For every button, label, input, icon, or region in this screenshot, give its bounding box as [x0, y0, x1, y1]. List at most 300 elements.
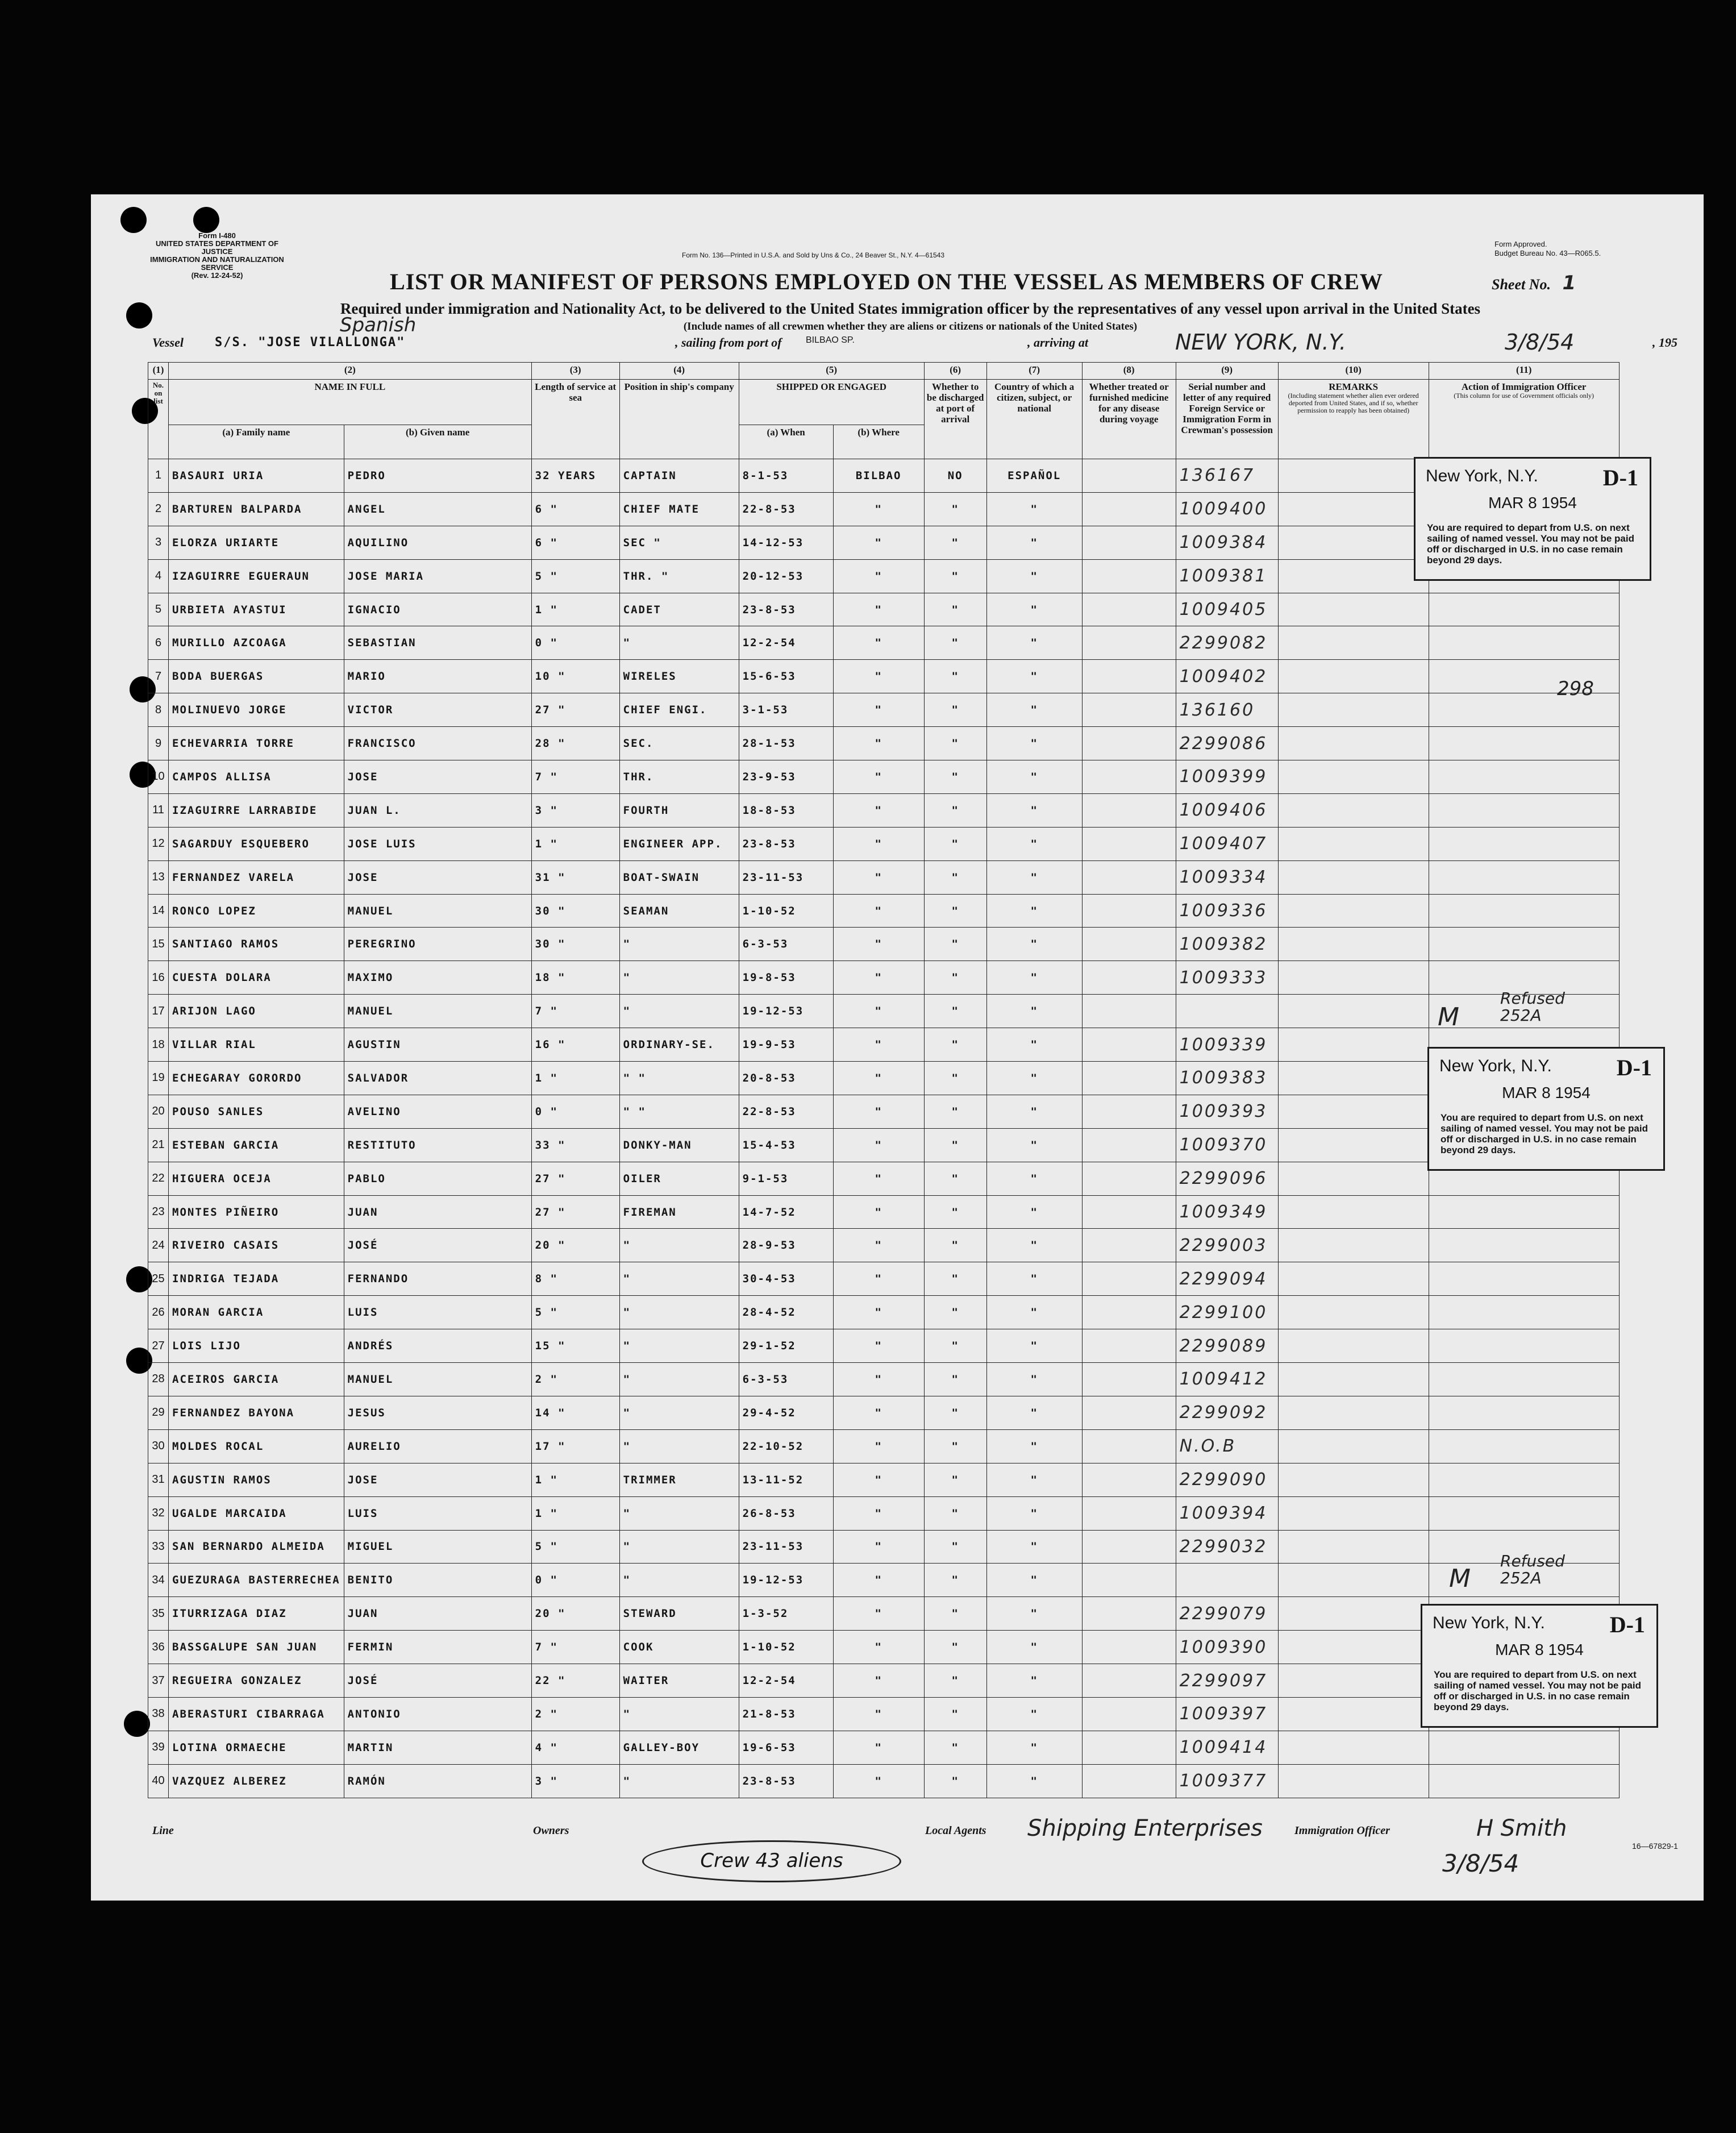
- discharge-cell: ": [924, 1530, 986, 1564]
- shipped-when-cell: 1-10-52: [739, 894, 833, 928]
- table-row: [148, 1463, 1620, 1496]
- discharge-cell: ": [924, 1195, 986, 1229]
- stamp-note: You are required to depart from U.S. on next sailing of named vessel. You may not be paid off or discharged in U.S. in no case remain beyond 29 days.: [1441, 1112, 1648, 1155]
- family-name-cell: ITURRIZAGA DIAZ: [169, 1597, 344, 1631]
- shipped-where-cell: ": [833, 1697, 924, 1731]
- position-cell: STEWARD: [619, 1597, 739, 1631]
- table-row: [148, 1329, 1620, 1363]
- given-name-cell: MANUEL: [344, 894, 531, 928]
- punch-hole: [124, 1711, 150, 1737]
- remarks-cell: [1278, 1496, 1429, 1530]
- given-name-cell: JOSE LUIS: [344, 827, 531, 860]
- row-number-cell: 12: [148, 827, 169, 860]
- family-name-cell: BARTUREN BALPARDA: [169, 492, 344, 526]
- serial-number-cell: 1009370: [1176, 1128, 1278, 1162]
- remarks-cell: [1278, 1731, 1429, 1764]
- table-row: [148, 1429, 1620, 1463]
- service-length-cell: 0 ": [531, 1564, 619, 1597]
- document-note: (Include names of all crewmen whether they are aliens or citizens or nationals of the United States): [683, 321, 1138, 332]
- remarks-cell: [1278, 1329, 1429, 1363]
- table-row: [148, 793, 1620, 827]
- shipped-where-cell: ": [833, 1363, 924, 1396]
- given-name-cell: AQUILINO: [344, 526, 531, 559]
- action-cell: [1429, 1731, 1619, 1764]
- position-cell: FIREMAN: [619, 1195, 739, 1229]
- row-number-cell: 40: [148, 1764, 169, 1798]
- shipped-when-cell: 28-1-53: [739, 727, 833, 760]
- country-cell: ": [986, 1429, 1082, 1463]
- position-cell: ": [619, 1697, 739, 1731]
- table-row: [148, 1731, 1620, 1764]
- country-cell: ": [986, 860, 1082, 894]
- budget-bureau-number: Budget Bureau No. 43—R065.5.: [1494, 249, 1601, 257]
- table-row: [148, 1162, 1620, 1195]
- country-cell: ": [986, 559, 1082, 593]
- col-num-3: (3): [531, 363, 619, 380]
- country-cell: ": [986, 827, 1082, 860]
- revision-date: (Rev. 12-24-52): [191, 271, 243, 280]
- remarks-cell: [1278, 793, 1429, 827]
- position-cell: ENGINEER APP.: [619, 827, 739, 860]
- position-cell: ORDINARY-SE.: [619, 1028, 739, 1062]
- given-name-cell: IGNACIO: [344, 593, 531, 626]
- service-length-cell: 4 ": [531, 1731, 619, 1764]
- header-serial: Serial number and letter of any required Foreign Service or Immigration Form in Crewman's possession: [1176, 380, 1278, 459]
- immigration-stamp: [1414, 457, 1651, 581]
- discharge-cell: ": [924, 961, 986, 995]
- shipped-where-cell: ": [833, 1463, 924, 1496]
- treated-cell: [1082, 727, 1176, 760]
- treated-cell: [1082, 1564, 1176, 1597]
- family-name-cell: SAN BERNARDO ALMEIDA: [169, 1530, 344, 1564]
- country-cell: ": [986, 1229, 1082, 1262]
- family-name-cell: ECHEVARRIA TORRE: [169, 727, 344, 760]
- row-number-cell: 11: [148, 793, 169, 827]
- family-name-cell: VAZQUEZ ALBEREZ: [169, 1764, 344, 1798]
- serial-number-cell: 1009377: [1176, 1764, 1278, 1798]
- serial-number-cell: 2299003: [1176, 1229, 1278, 1262]
- service-length-cell: 5 ": [531, 559, 619, 593]
- family-name-cell: MORAN GARCIA: [169, 1296, 344, 1329]
- treated-cell: [1082, 1195, 1176, 1229]
- remarks-cell: [1278, 492, 1429, 526]
- shipped-where-cell: ": [833, 1731, 924, 1764]
- serial-number-cell: 1009334: [1176, 860, 1278, 894]
- remarks-cell: [1278, 660, 1429, 693]
- position-cell: SEC.: [619, 727, 739, 760]
- stamp-code: D-1: [1616, 1055, 1652, 1080]
- vessel-name: S/S. "JOSE VILALLONGA": [215, 335, 406, 350]
- arriving-label: , arriving at: [1027, 335, 1088, 350]
- vessel-flag-note: Spanish: [340, 314, 417, 336]
- service-length-cell: 2 ": [531, 1363, 619, 1396]
- discharge-cell: ": [924, 995, 986, 1028]
- table-row: [148, 1496, 1620, 1530]
- position-cell: ": [619, 1764, 739, 1798]
- serial-number-cell: [1176, 1564, 1278, 1597]
- table-row: [148, 1195, 1620, 1229]
- crew-table: [148, 362, 1620, 1798]
- discharge-cell: ": [924, 827, 986, 860]
- col-num-2: (2): [169, 363, 532, 380]
- country-cell: ": [986, 1296, 1082, 1329]
- country-cell: ": [986, 1262, 1082, 1296]
- remarks-cell: [1278, 1128, 1429, 1162]
- header-given-name: (b) Given name: [344, 425, 531, 459]
- table-row: [148, 492, 1620, 526]
- table-row: [148, 727, 1620, 760]
- crew-rows: [148, 459, 1620, 1798]
- treated-cell: [1082, 1631, 1176, 1664]
- family-name-cell: ELORZA URIARTE: [169, 526, 344, 559]
- discharge-cell: ": [924, 526, 986, 559]
- shipped-when-cell: 13-11-52: [739, 1463, 833, 1496]
- serial-number-cell: 2299092: [1176, 1396, 1278, 1429]
- given-name-cell: JOSE: [344, 760, 531, 794]
- remarks-cell: [1278, 1028, 1429, 1062]
- row-number-cell: 31: [148, 1463, 169, 1496]
- shipped-when-cell: 14-7-52: [739, 1195, 833, 1229]
- row-number-cell: 18: [148, 1028, 169, 1062]
- shipped-where-cell: ": [833, 727, 924, 760]
- family-name-cell: IZAGUIRRE EGUERAUN: [169, 559, 344, 593]
- action-cell: [1429, 827, 1619, 860]
- table-row: [148, 995, 1620, 1028]
- family-name-cell: ABERASTURI CIBARRAGA: [169, 1697, 344, 1731]
- discharge-cell: ": [924, 1564, 986, 1597]
- table-row: [148, 1363, 1620, 1396]
- serial-number-cell: 1009399: [1176, 760, 1278, 794]
- shipped-when-cell: 29-1-52: [739, 1329, 833, 1363]
- shipped-when-cell: 29-4-52: [739, 1396, 833, 1429]
- discharge-cell: ": [924, 1496, 986, 1530]
- row-number-cell: 5: [148, 593, 169, 626]
- given-name-cell: PEREGRINO: [344, 928, 531, 961]
- row-number-cell: 32: [148, 1496, 169, 1530]
- discharge-cell: ": [924, 593, 986, 626]
- stamp-city: New York, N.Y.: [1433, 1614, 1545, 1632]
- row-number-cell: 14: [148, 894, 169, 928]
- action-cell: [1429, 727, 1619, 760]
- remarks-cell: [1278, 1764, 1429, 1798]
- serial-number-cell: 1009397: [1176, 1697, 1278, 1731]
- treated-cell: [1082, 593, 1176, 626]
- form-approved: Form Approved.: [1494, 240, 1547, 248]
- country-cell: ": [986, 1631, 1082, 1664]
- given-name-cell: SALVADOR: [344, 1062, 531, 1095]
- service-length-cell: 10 ": [531, 660, 619, 693]
- header-country: Country of which a citizen, subject, or national: [986, 380, 1082, 459]
- document-title: LIST OR MANIFEST OF PERSONS EMPLOYED ON THE VESSEL AS MEMBERS OF CREW: [390, 269, 1383, 294]
- shipped-where-cell: ": [833, 1564, 924, 1597]
- row-number-cell: 27: [148, 1329, 169, 1363]
- discharge-cell: ": [924, 1329, 986, 1363]
- shipped-where-cell: ": [833, 1396, 924, 1429]
- country-cell: ": [986, 1496, 1082, 1530]
- family-name-cell: FERNANDEZ VARELA: [169, 860, 344, 894]
- serial-number-cell: 2299097: [1176, 1664, 1278, 1698]
- row-number-cell: 30: [148, 1429, 169, 1463]
- shipped-when-cell: 23-11-53: [739, 860, 833, 894]
- shipped-when-cell: 22-8-53: [739, 1095, 833, 1128]
- treated-cell: [1082, 1128, 1176, 1162]
- discharge-cell: ": [924, 1062, 986, 1095]
- remarks-cell: [1278, 593, 1429, 626]
- header-when: (a) When: [739, 425, 833, 459]
- form-number: Form I-480: [198, 231, 236, 240]
- family-name-cell: INDRIGA TEJADA: [169, 1262, 344, 1296]
- service-length-cell: 2 ": [531, 1697, 619, 1731]
- remarks-cell: [1278, 1262, 1429, 1296]
- officer-label: Immigration Officer: [1294, 1824, 1390, 1837]
- service-length-cell: 1 ": [531, 1463, 619, 1496]
- serial-number-cell: 136167: [1176, 459, 1278, 493]
- remarks-cell: [1278, 1463, 1429, 1496]
- action-cell: [1429, 1229, 1619, 1262]
- family-name-cell: BODA BUERGAS: [169, 660, 344, 693]
- shipped-where-cell: ": [833, 693, 924, 727]
- service-length-cell: 3 ": [531, 793, 619, 827]
- shipped-where-cell: ": [833, 928, 924, 961]
- action-cell: [1429, 1463, 1619, 1496]
- remarks-cell: [1278, 1095, 1429, 1128]
- action-cell: [1429, 894, 1619, 928]
- shipped-when-cell: 26-8-53: [739, 1496, 833, 1530]
- given-name-cell: RAMÓN: [344, 1764, 531, 1798]
- row-number-cell: 26: [148, 1296, 169, 1329]
- punch-hole: [120, 207, 147, 233]
- country-cell: ": [986, 961, 1082, 995]
- discharge-cell: ": [924, 793, 986, 827]
- table-row: [148, 660, 1620, 693]
- shipped-when-cell: 22-8-53: [739, 492, 833, 526]
- serial-number-cell: 1009405: [1176, 593, 1278, 626]
- action-cell: [1429, 860, 1619, 894]
- treated-cell: [1082, 1396, 1176, 1429]
- treated-cell: [1082, 1028, 1176, 1062]
- header-shipped: SHIPPED OR ENGAGED: [739, 380, 924, 425]
- shipped-when-cell: 15-6-53: [739, 660, 833, 693]
- remarks-cell: [1278, 1631, 1429, 1664]
- given-name-cell: JOSÉ: [344, 1664, 531, 1698]
- owners-label: Owners: [533, 1824, 569, 1837]
- row-number-cell: 6: [148, 626, 169, 660]
- shipped-where-cell: ": [833, 1128, 924, 1162]
- shipped-when-cell: 23-11-53: [739, 1530, 833, 1564]
- shipped-when-cell: 23-8-53: [739, 1764, 833, 1798]
- shipped-where-cell: ": [833, 1262, 924, 1296]
- serial-number-cell: 2299032: [1176, 1530, 1278, 1564]
- shipped-when-cell: 6-3-53: [739, 928, 833, 961]
- row-number-cell: 29: [148, 1396, 169, 1429]
- service-length-cell: 8 ": [531, 1262, 619, 1296]
- serial-number-cell: 2299086: [1176, 727, 1278, 760]
- country-cell: ": [986, 526, 1082, 559]
- row-number-cell: 13: [148, 860, 169, 894]
- row-number-cell: 21: [148, 1128, 169, 1162]
- country-cell: ": [986, 1697, 1082, 1731]
- given-name-cell: PEDRO: [344, 459, 531, 493]
- position-cell: ": [619, 1329, 739, 1363]
- family-name-cell: ECHEGARAY GORORDO: [169, 1062, 344, 1095]
- treated-cell: [1082, 1597, 1176, 1631]
- country-cell: ": [986, 760, 1082, 794]
- officer-signature: H Smith: [1476, 1815, 1567, 1841]
- position-cell: ": [619, 1530, 739, 1564]
- service-length-cell: 16 ": [531, 1028, 619, 1062]
- col-num-10: (10): [1278, 363, 1429, 380]
- position-cell: " ": [619, 1062, 739, 1095]
- position-cell: ": [619, 1296, 739, 1329]
- country-cell: ": [986, 793, 1082, 827]
- shipped-when-cell: 6-3-53: [739, 1363, 833, 1396]
- service-length-cell: 17 ": [531, 1429, 619, 1463]
- serial-number-cell: 1009336: [1176, 894, 1278, 928]
- row-number-cell: 1: [148, 459, 169, 493]
- service-name: IMMIGRATION AND NATURALIZATION SERVICE: [150, 255, 284, 272]
- punch-hole: [193, 207, 219, 233]
- line-label: Line: [152, 1824, 174, 1837]
- serial-number-cell: 1009339: [1176, 1028, 1278, 1062]
- col-num-6: (6): [924, 363, 986, 380]
- discharge-cell: ": [924, 1296, 986, 1329]
- position-cell: SEAMAN: [619, 894, 739, 928]
- service-length-cell: 20 ": [531, 1597, 619, 1631]
- table-row: [148, 1530, 1620, 1564]
- action-cell: [1429, 1429, 1619, 1463]
- shipped-where-cell: ": [833, 995, 924, 1028]
- shipped-when-cell: 20-8-53: [739, 1062, 833, 1095]
- table-row: [148, 1128, 1620, 1162]
- discharge-cell: ": [924, 1095, 986, 1128]
- table-row: [148, 693, 1620, 727]
- table-row: [148, 1262, 1620, 1296]
- position-cell: ": [619, 1229, 739, 1262]
- discharge-cell: ": [924, 860, 986, 894]
- table-row: [148, 1631, 1620, 1664]
- remarks-cell: [1278, 928, 1429, 961]
- remarks-cell: [1278, 1530, 1429, 1564]
- given-name-cell: AGUSTIN: [344, 1028, 531, 1062]
- service-length-cell: 20 ": [531, 1229, 619, 1262]
- col-num-5: (5): [739, 363, 924, 380]
- country-cell: ": [986, 894, 1082, 928]
- shipped-where-cell: ": [833, 1429, 924, 1463]
- shipped-when-cell: 15-4-53: [739, 1128, 833, 1162]
- arrival-date: 3/8/54: [1505, 330, 1575, 355]
- discharge-cell: ": [924, 1731, 986, 1764]
- position-cell: FOURTH: [619, 793, 739, 827]
- table-row: [148, 1664, 1620, 1698]
- position-cell: THR.: [619, 760, 739, 794]
- table-row: [148, 1564, 1620, 1597]
- row-number-cell: 37: [148, 1664, 169, 1698]
- service-length-cell: 14 ": [531, 1396, 619, 1429]
- position-cell: ": [619, 928, 739, 961]
- col-num-8: (8): [1082, 363, 1176, 380]
- given-name-cell: JUAN L.: [344, 793, 531, 827]
- serial-number-cell: 1009402: [1176, 660, 1278, 693]
- treated-cell: [1082, 559, 1176, 593]
- position-cell: SEC ": [619, 526, 739, 559]
- treated-cell: [1082, 1262, 1176, 1296]
- remarks-cell: [1278, 459, 1429, 493]
- margin-note-refused: Refused 252A: [1500, 989, 1565, 1025]
- given-name-cell: JOSE: [344, 860, 531, 894]
- position-cell: ": [619, 995, 739, 1028]
- serial-number-cell: 2299100: [1176, 1296, 1278, 1329]
- shipped-where-cell: ": [833, 1764, 924, 1798]
- given-name-cell: FERMIN: [344, 1631, 531, 1664]
- treated-cell: [1082, 1697, 1176, 1731]
- position-cell: WAITER: [619, 1664, 739, 1698]
- margin-note-refused: Refused 252A: [1500, 1552, 1565, 1587]
- remarks-cell: [1278, 760, 1429, 794]
- position-cell: COOK: [619, 1631, 739, 1664]
- given-name-cell: VICTOR: [344, 693, 531, 727]
- header-name-in-full: NAME IN FULL: [169, 380, 532, 425]
- year-label: , 195: [1652, 335, 1677, 350]
- given-name-cell: BENITO: [344, 1564, 531, 1597]
- table-row: [148, 1028, 1620, 1062]
- discharge-cell: ": [924, 559, 986, 593]
- table-row: [148, 1597, 1620, 1631]
- serial-number-cell: 2299082: [1176, 626, 1278, 660]
- family-name-cell: RONCO LOPEZ: [169, 894, 344, 928]
- service-length-cell: 33 ": [531, 1128, 619, 1162]
- shipped-where-cell: ": [833, 1496, 924, 1530]
- remarks-cell: [1278, 1062, 1429, 1095]
- serial-number-cell: 1009406: [1176, 793, 1278, 827]
- shipped-when-cell: 19-12-53: [739, 1564, 833, 1597]
- row-number-cell: 23: [148, 1195, 169, 1229]
- table-row: [148, 1697, 1620, 1731]
- position-cell: CAPTAIN: [619, 459, 739, 493]
- shipped-where-cell: ": [833, 860, 924, 894]
- treated-cell: [1082, 1429, 1176, 1463]
- table-row: [148, 593, 1620, 626]
- family-name-cell: CUESTA DOLARA: [169, 961, 344, 995]
- treated-cell: [1082, 1095, 1176, 1128]
- action-cell: [1429, 1195, 1619, 1229]
- given-name-cell: FERNANDO: [344, 1262, 531, 1296]
- action-cell: [1429, 928, 1619, 961]
- given-name-cell: JOSE: [344, 1463, 531, 1496]
- country-cell: ": [986, 693, 1082, 727]
- country-cell: ": [986, 1597, 1082, 1631]
- treated-cell: [1082, 626, 1176, 660]
- remarks-cell: [1278, 1429, 1429, 1463]
- shipped-where-cell: ": [833, 1062, 924, 1095]
- given-name-cell: MANUEL: [344, 995, 531, 1028]
- given-name-cell: LUIS: [344, 1496, 531, 1530]
- shipped-when-cell: 23-9-53: [739, 760, 833, 794]
- remarks-title: REMARKS: [1329, 381, 1379, 392]
- shipped-when-cell: 19-8-53: [739, 961, 833, 995]
- col-num-9: (9): [1176, 363, 1278, 380]
- shipped-when-cell: 9-1-53: [739, 1162, 833, 1195]
- service-length-cell: 3 ": [531, 1764, 619, 1798]
- serial-number-cell: [1176, 995, 1278, 1028]
- form-header-left: [143, 232, 291, 280]
- remarks-cell: [1278, 1195, 1429, 1229]
- serial-number-cell: 1009381: [1176, 559, 1278, 593]
- crew-count-note: Crew 43 aliens: [642, 1840, 901, 1882]
- given-name-cell: AURELIO: [344, 1429, 531, 1463]
- family-name-cell: ESTEBAN GARCIA: [169, 1128, 344, 1162]
- family-name-cell: ARIJON LAGO: [169, 995, 344, 1028]
- row-number-cell: 34: [148, 1564, 169, 1597]
